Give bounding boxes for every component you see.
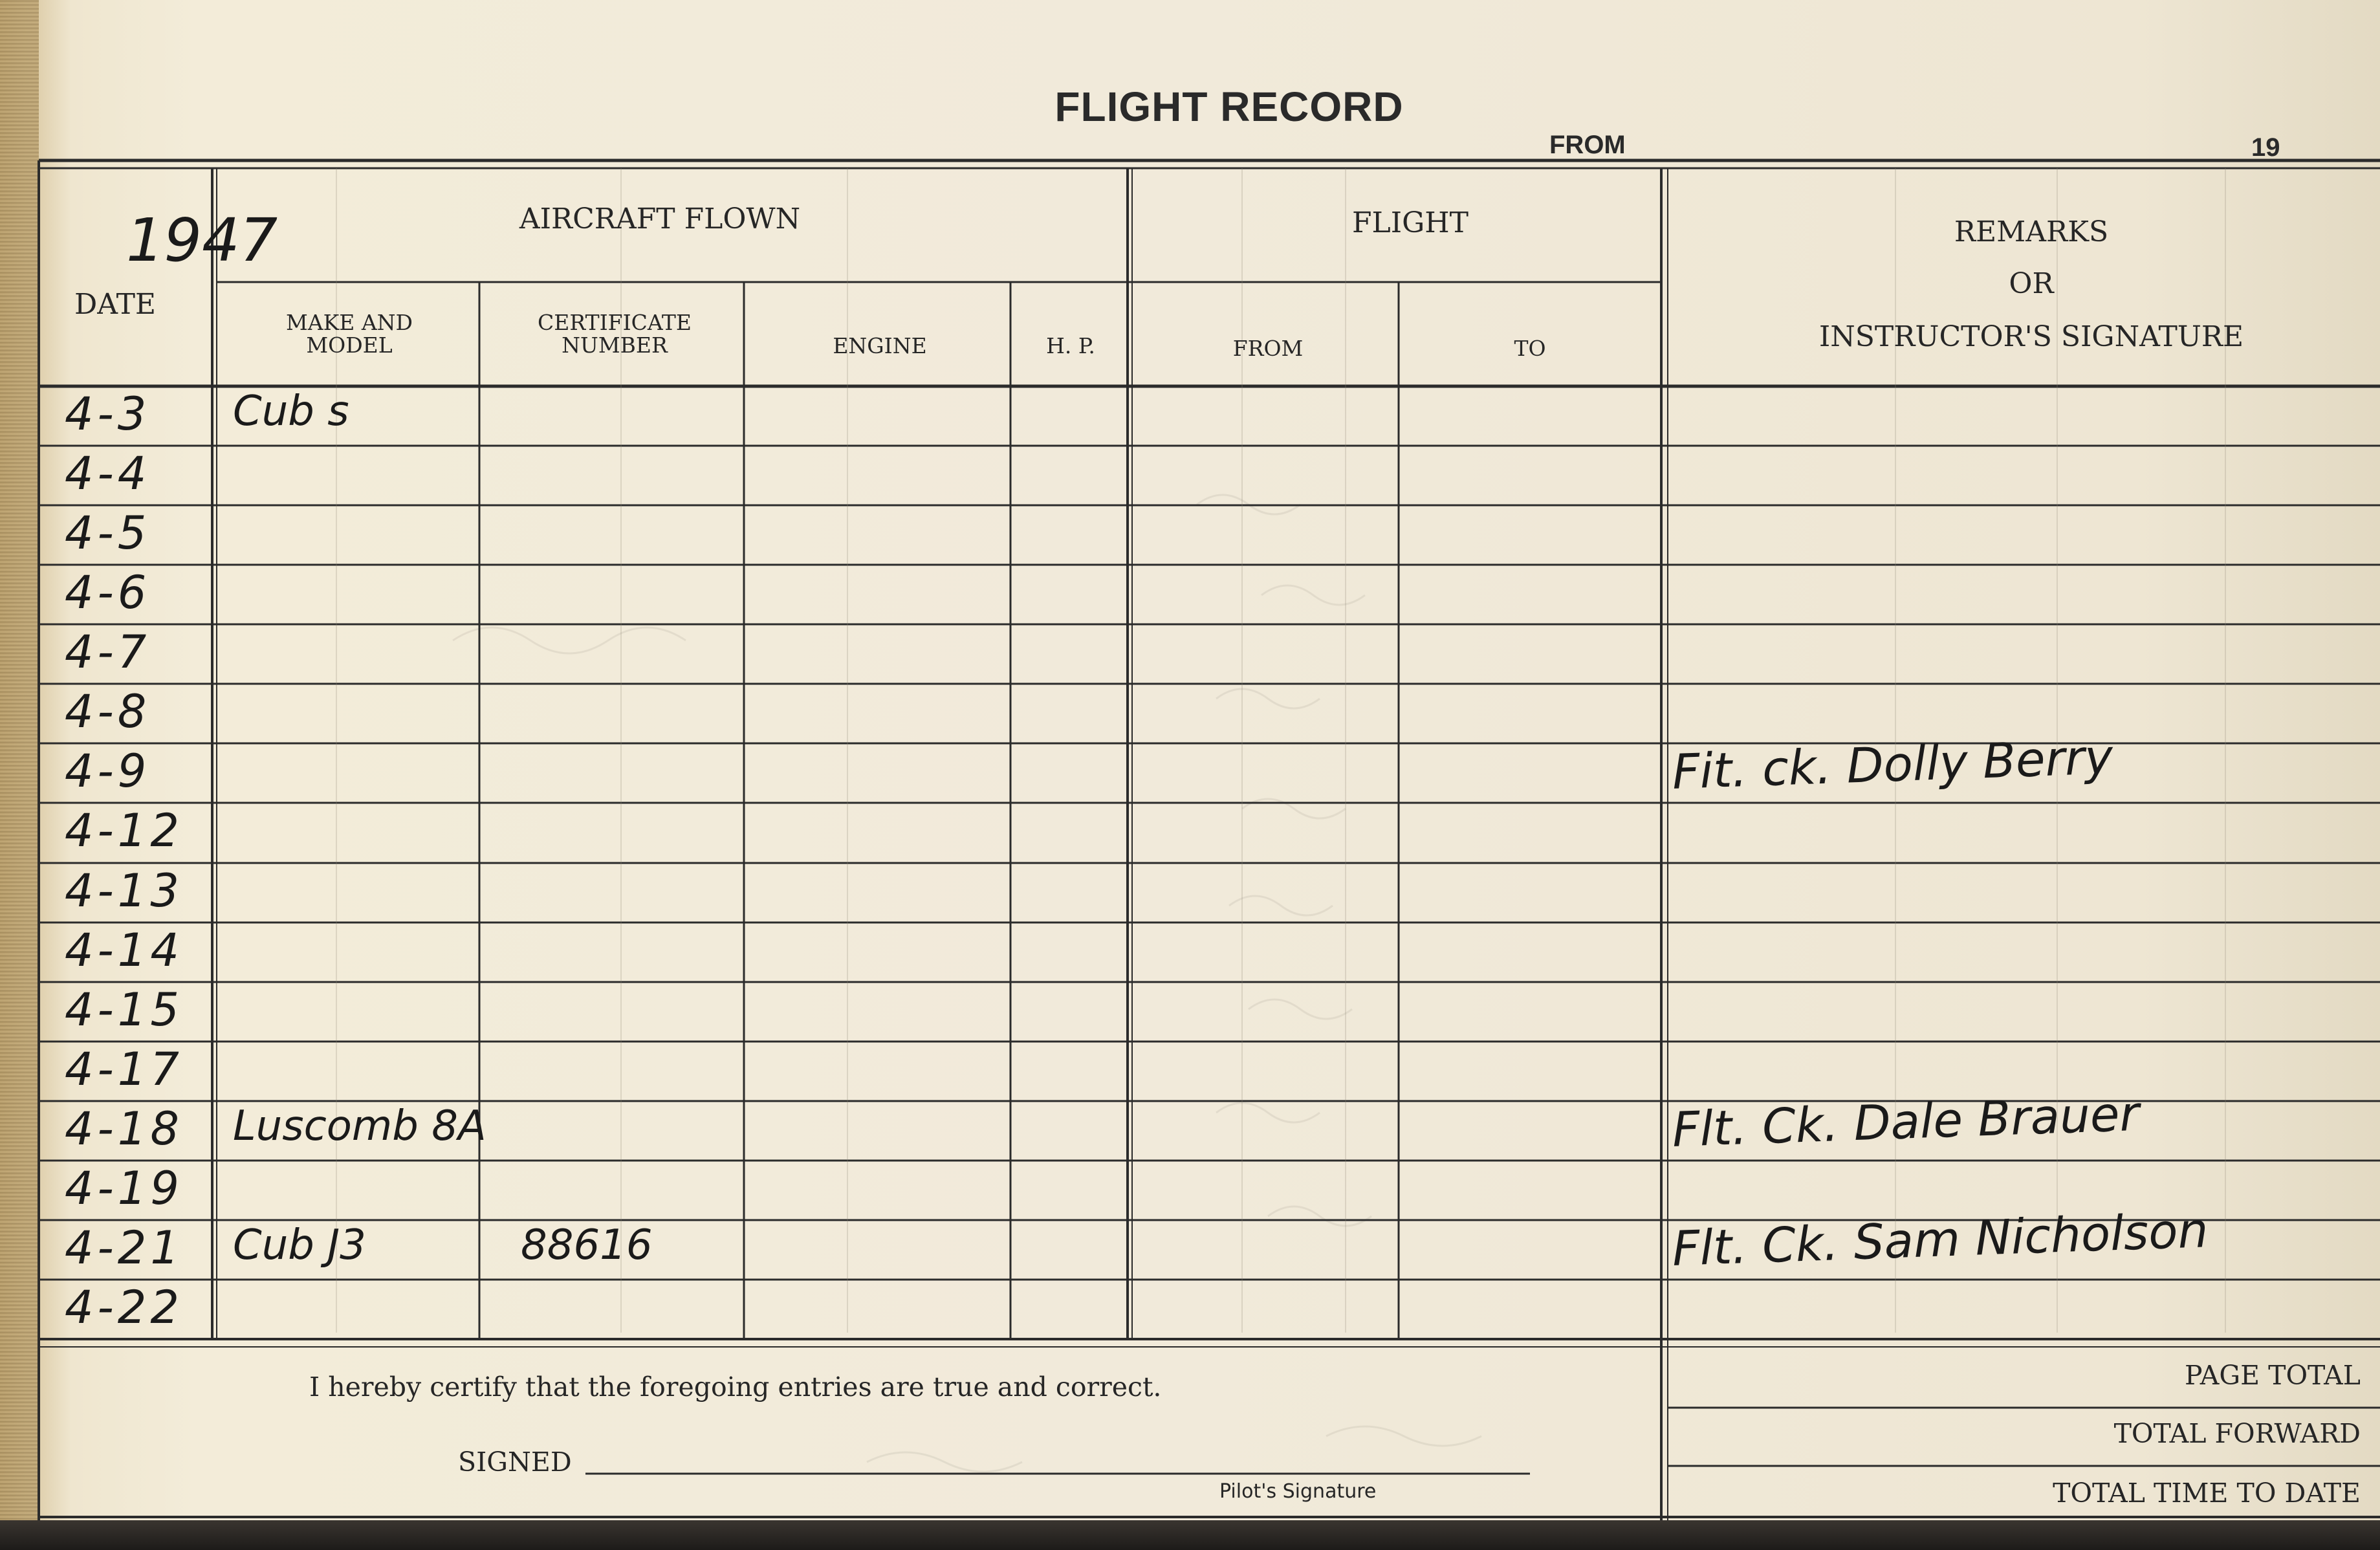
header-remarks: REMARKS bbox=[1954, 215, 2109, 248]
header-hp: H. P. bbox=[1046, 333, 1095, 358]
table-row bbox=[0, 982, 2380, 1042]
table-row bbox=[0, 1086, 2380, 1161]
date-cell: 4-15 bbox=[65, 983, 183, 1036]
table-row bbox=[0, 565, 2380, 624]
table-row bbox=[0, 624, 2380, 684]
page-title: FLIGHT RECORD bbox=[1054, 83, 1404, 130]
header-flight-to: TO bbox=[1514, 336, 1546, 361]
date-cell: 4-8 bbox=[65, 685, 151, 738]
make-model-cell: Cub s bbox=[233, 388, 349, 435]
certificate-cell: 88616 bbox=[521, 1221, 653, 1269]
header-or: OR bbox=[2009, 267, 2054, 300]
handwritten-year: 1947 bbox=[126, 206, 278, 275]
header-flight: FLIGHT bbox=[1352, 206, 1468, 239]
table-row bbox=[0, 386, 2380, 446]
remarks-cell: Flt. Ck. Dale Brauer bbox=[1671, 1086, 2141, 1158]
table-row bbox=[0, 729, 2380, 803]
table-row bbox=[0, 1280, 2380, 1339]
date-cell: 4-4 bbox=[65, 447, 151, 500]
table-row bbox=[0, 922, 2380, 982]
total-time-to-date-label: TOTAL TIME TO DATE bbox=[2053, 1478, 2361, 1509]
table-row bbox=[0, 505, 2380, 565]
table-row bbox=[0, 863, 2380, 922]
book-binding-shadow bbox=[0, 1520, 2380, 1550]
date-cell: 4-14 bbox=[65, 924, 183, 977]
date-cell: 4-5 bbox=[65, 507, 151, 560]
date-cell: 4-18 bbox=[65, 1102, 183, 1155]
date-cell: 4-9 bbox=[65, 745, 151, 798]
make-model-cell: Luscomb 8A bbox=[233, 1102, 486, 1150]
header-flight-from: FROM bbox=[1232, 336, 1304, 361]
header-engine: ENGINE bbox=[833, 333, 927, 358]
page-total-label: PAGE TOTAL bbox=[2184, 1360, 2361, 1391]
table-row bbox=[0, 803, 2380, 862]
signed-label: SIGNED bbox=[458, 1446, 572, 1478]
header-certificate-number: CERTIFICATE NUMBER bbox=[538, 310, 692, 358]
table-row bbox=[0, 446, 2380, 505]
header-aircraft-flown: AIRCRAFT FLOWN bbox=[519, 202, 801, 235]
date-cell: 4-3 bbox=[65, 388, 151, 441]
header-date: DATE bbox=[74, 288, 157, 321]
date-cell: 4-12 bbox=[65, 804, 183, 857]
remarks-cell: Fit. ck. Dolly Berry bbox=[1671, 729, 2114, 800]
pilot-signature-label: Pilot's Signature bbox=[1219, 1480, 1377, 1503]
date-cell: 4-7 bbox=[65, 626, 151, 679]
header-make-and-model: MAKE AND MODEL bbox=[285, 310, 413, 358]
date-cell: 4-17 bbox=[65, 1043, 183, 1096]
date-cell: 4-21 bbox=[65, 1221, 183, 1274]
remarks-cell: Flt. Ck. Sam Nicholson bbox=[1671, 1203, 2209, 1277]
from-label: FROM bbox=[1549, 131, 1626, 159]
table-row bbox=[0, 1203, 2380, 1280]
date-cell: 4-6 bbox=[65, 566, 151, 619]
year-prefix-label: 19 bbox=[2251, 133, 2280, 162]
date-cell: 4-19 bbox=[65, 1162, 183, 1215]
date-cell: 4-13 bbox=[65, 864, 183, 917]
header-instructor-signature: INSTRUCTOR'S SIGNATURE bbox=[1818, 320, 2244, 353]
certification-text: I hereby certify that the foregoing entries are true and correct. bbox=[309, 1371, 1162, 1403]
total-forward-label: TOTAL FORWARD bbox=[2113, 1418, 2361, 1449]
date-cell: 4-22 bbox=[65, 1281, 183, 1334]
make-model-cell: Cub J3 bbox=[233, 1221, 366, 1269]
